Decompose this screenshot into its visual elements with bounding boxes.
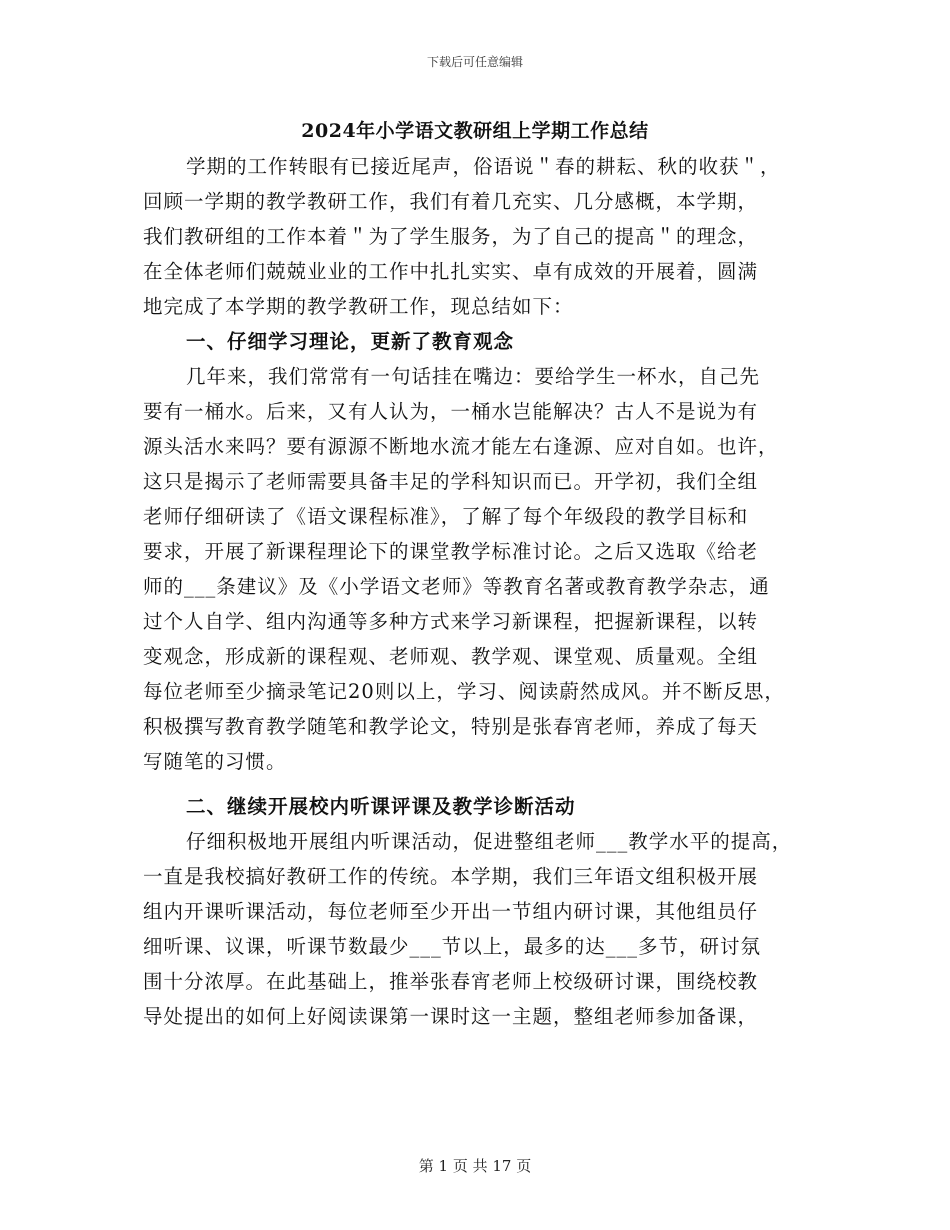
paragraph-line: 回顾一学期的教学教研工作，我们有着几充实、几分感概，本学期， bbox=[143, 190, 759, 213]
paragraph-line: 导处提出的如何上好阅读课第一课时这一主题，整组老师参加备课， bbox=[143, 1005, 759, 1028]
paragraph-line: 要有一桶水。后来，又有人认为，一桶水岂能解决？古人不是说为有 bbox=[143, 400, 759, 423]
paragraph-line: 老师仔细研读了《语文课程标准》，了解了每个年级段的教学目标和 bbox=[143, 505, 749, 528]
paragraph-line: 地完成了本学期的教学教研工作，现总结如下： bbox=[143, 295, 574, 318]
section-heading-1: 一、仔细学习理论，更新了教育观念 bbox=[186, 330, 515, 353]
paragraph-line: 仔细积极地开展组内听课活动，促进整组老师___教学水平的提高， bbox=[186, 830, 793, 853]
paragraph-line: 细听课、议课，听课节数最少___节以上，最多的达___多节，研讨氛 bbox=[143, 935, 762, 958]
paragraph-line: 变观念，形成新的课程观、老师观、教学观、课堂观、质量观。全组 bbox=[143, 645, 759, 668]
paragraph-line: 师的___条建议》及《小学语文老师》等教育名著或教育教学杂志，通 bbox=[143, 575, 770, 598]
paragraph-line: 这只是揭示了老师需要具备丰足的学科知识而已。开学初，我们全组 bbox=[143, 470, 759, 493]
paragraph-line: 几年来，我们常常有一句话挂在嘴边：要给学生一杯水，自己先 bbox=[186, 365, 761, 388]
paragraph-line: 积极撰写教育教学随笔和教学论文，特别是张春宵老师，养成了每天 bbox=[143, 715, 759, 738]
paragraph-line: 围十分浓厚。在此基础上，推举张春宵老师上校级研讨课，围绕校教 bbox=[143, 970, 759, 993]
document-title: 2024年小学语文教研组上学期工作总结 bbox=[301, 120, 649, 142]
paragraph-line: 组内开课听课活动，每位老师至少开出一节组内研讨课，其他组员仔 bbox=[143, 900, 759, 923]
section-heading-2: 二、继续开展校内听课评课及教学诊断活动 bbox=[186, 795, 576, 818]
paragraph-line: 学期的工作转眼有已接近尾声，俗语说＂春的耕耘、秋的收获＂， bbox=[186, 155, 781, 178]
page-number: 第 1 页 共 17 页 bbox=[418, 1157, 532, 1175]
paragraph-line: 要求，开展了新课程理论下的课堂教学标准讨论。之后又选取《给老 bbox=[143, 540, 759, 563]
page-header-note: 下载后可任意编辑 bbox=[426, 55, 523, 69]
paragraph-line: 在全体老师们兢兢业业的工作中扎扎实实、卓有成效的开展着，圆满 bbox=[143, 260, 759, 283]
paragraph-line: 我们教研组的工作本着＂为了学生服务，为了自己的提高＂的理念， bbox=[143, 225, 759, 248]
paragraph-line: 源头活水来吗？要有源源不断地水流才能左右逢源、应对自如。也许， bbox=[143, 435, 779, 458]
paragraph-line: 过个人自学、组内沟通等多种方式来学习新课程，把握新课程，以转 bbox=[143, 610, 759, 633]
document-body bbox=[143, 149, 823, 1034]
paragraph-line: 写随笔的习惯。 bbox=[143, 750, 287, 773]
paragraph-line: 每位老师至少摘录笔记20则以上，学习、阅读蔚然成风。并不断反思， bbox=[143, 680, 785, 703]
paragraph-line: 一直是我校搞好教研工作的传统。本学期，我们三年语文组积极开展 bbox=[143, 865, 759, 888]
